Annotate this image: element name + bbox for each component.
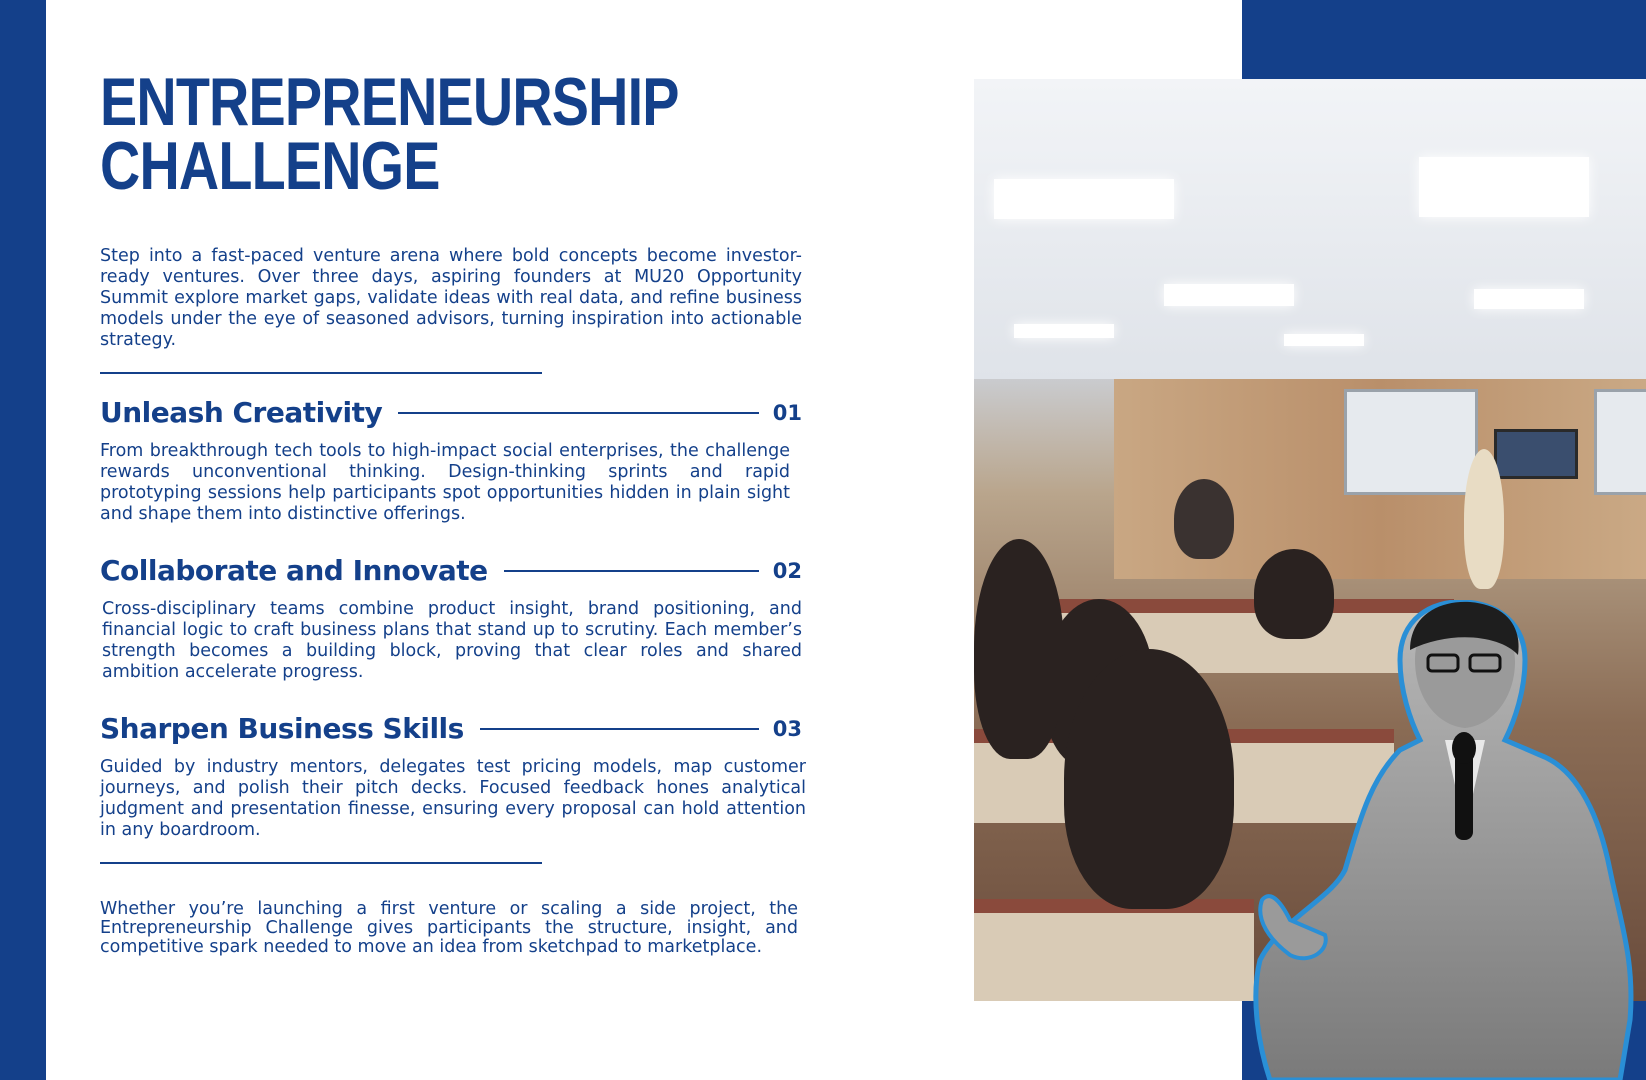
section-body-2: Cross-disciplinary teams combine product insight, brand positioning, and financial logic to craft business plans that stand up to scrutiny. Each member’s strength becomes a building block, proving that clear roles and shared ambition accelerate progress. — [102, 599, 802, 682]
speaker-cutout — [1250, 600, 1646, 1080]
photo-whiteboard — [1594, 389, 1646, 495]
intro-paragraph: Step into a fast-paced venture arena where bold concepts become investor-ready ventures. Over three days, aspiring founders at MU20 Opportunity Summit explore market gaps, validate ideas with real data, and refine business models under the eye of seasoned advisors, turning inspiration into actionable strategy. — [100, 246, 802, 350]
microphone-head-icon — [1452, 732, 1476, 764]
closing-paragraph: Whether you’re launching a first venture or scaling a side project, the Entrepreneurship Challenge gives participants the structure, insight, and competitive spark needed to move an idea from sketchpad to marketplace. — [100, 899, 798, 957]
section-number: 03 — [772, 716, 802, 741]
ceiling-light — [1164, 284, 1294, 306]
ceiling-light — [1014, 324, 1114, 338]
section-number: 02 — [772, 558, 802, 583]
section-rule — [504, 570, 759, 572]
divider-bottom — [100, 862, 542, 864]
section-rule — [398, 412, 759, 414]
section-number: 01 — [772, 400, 802, 425]
section-header-2 — [100, 554, 802, 587]
divider-top — [100, 372, 542, 374]
photo-presenter — [1464, 449, 1504, 589]
ceiling-light — [1284, 334, 1364, 346]
section-heading: Collaborate and Innovate — [100, 554, 488, 587]
left-accent-bar — [0, 0, 46, 1080]
page-title — [100, 64, 679, 204]
speaker-figure — [1256, 602, 1631, 1080]
photo-student — [1064, 649, 1234, 909]
ceiling-light — [1419, 157, 1589, 217]
title-line-2: CHALLENGE — [100, 128, 440, 204]
photo-screen — [1494, 429, 1578, 479]
section-heading: Unleash Creativity — [100, 396, 383, 429]
title-line-1: ENTREPRENEURSHIP — [100, 64, 679, 140]
ceiling-light — [994, 179, 1174, 219]
ceiling-light — [1474, 289, 1584, 309]
photo-student — [974, 539, 1064, 759]
section-heading: Sharpen Business Skills — [100, 712, 464, 745]
section-header-3 — [100, 712, 802, 745]
photo-whiteboard — [1344, 389, 1478, 495]
photo-student — [1174, 479, 1234, 559]
section-rule — [480, 728, 759, 730]
section-body-3: Guided by industry mentors, delegates test pricing models, map customer journeys, and polish their pitch decks. Focused feedback hones analytical judgment and presentation finesse, ensuring every proposal can hold attention in any boardroom. — [100, 757, 806, 840]
section-body-1: From breakthrough tech tools to high-impact social enterprises, the challenge rewards unconventional thinking. Design-thinking sprints and rapid prototyping sessions help participants spot opportunities hidden in plain sight and shape them into distinctive offerings. — [100, 441, 790, 524]
top-right-accent-block — [1242, 0, 1646, 80]
section-header-1 — [100, 396, 802, 429]
photo-desk — [974, 899, 1254, 1001]
